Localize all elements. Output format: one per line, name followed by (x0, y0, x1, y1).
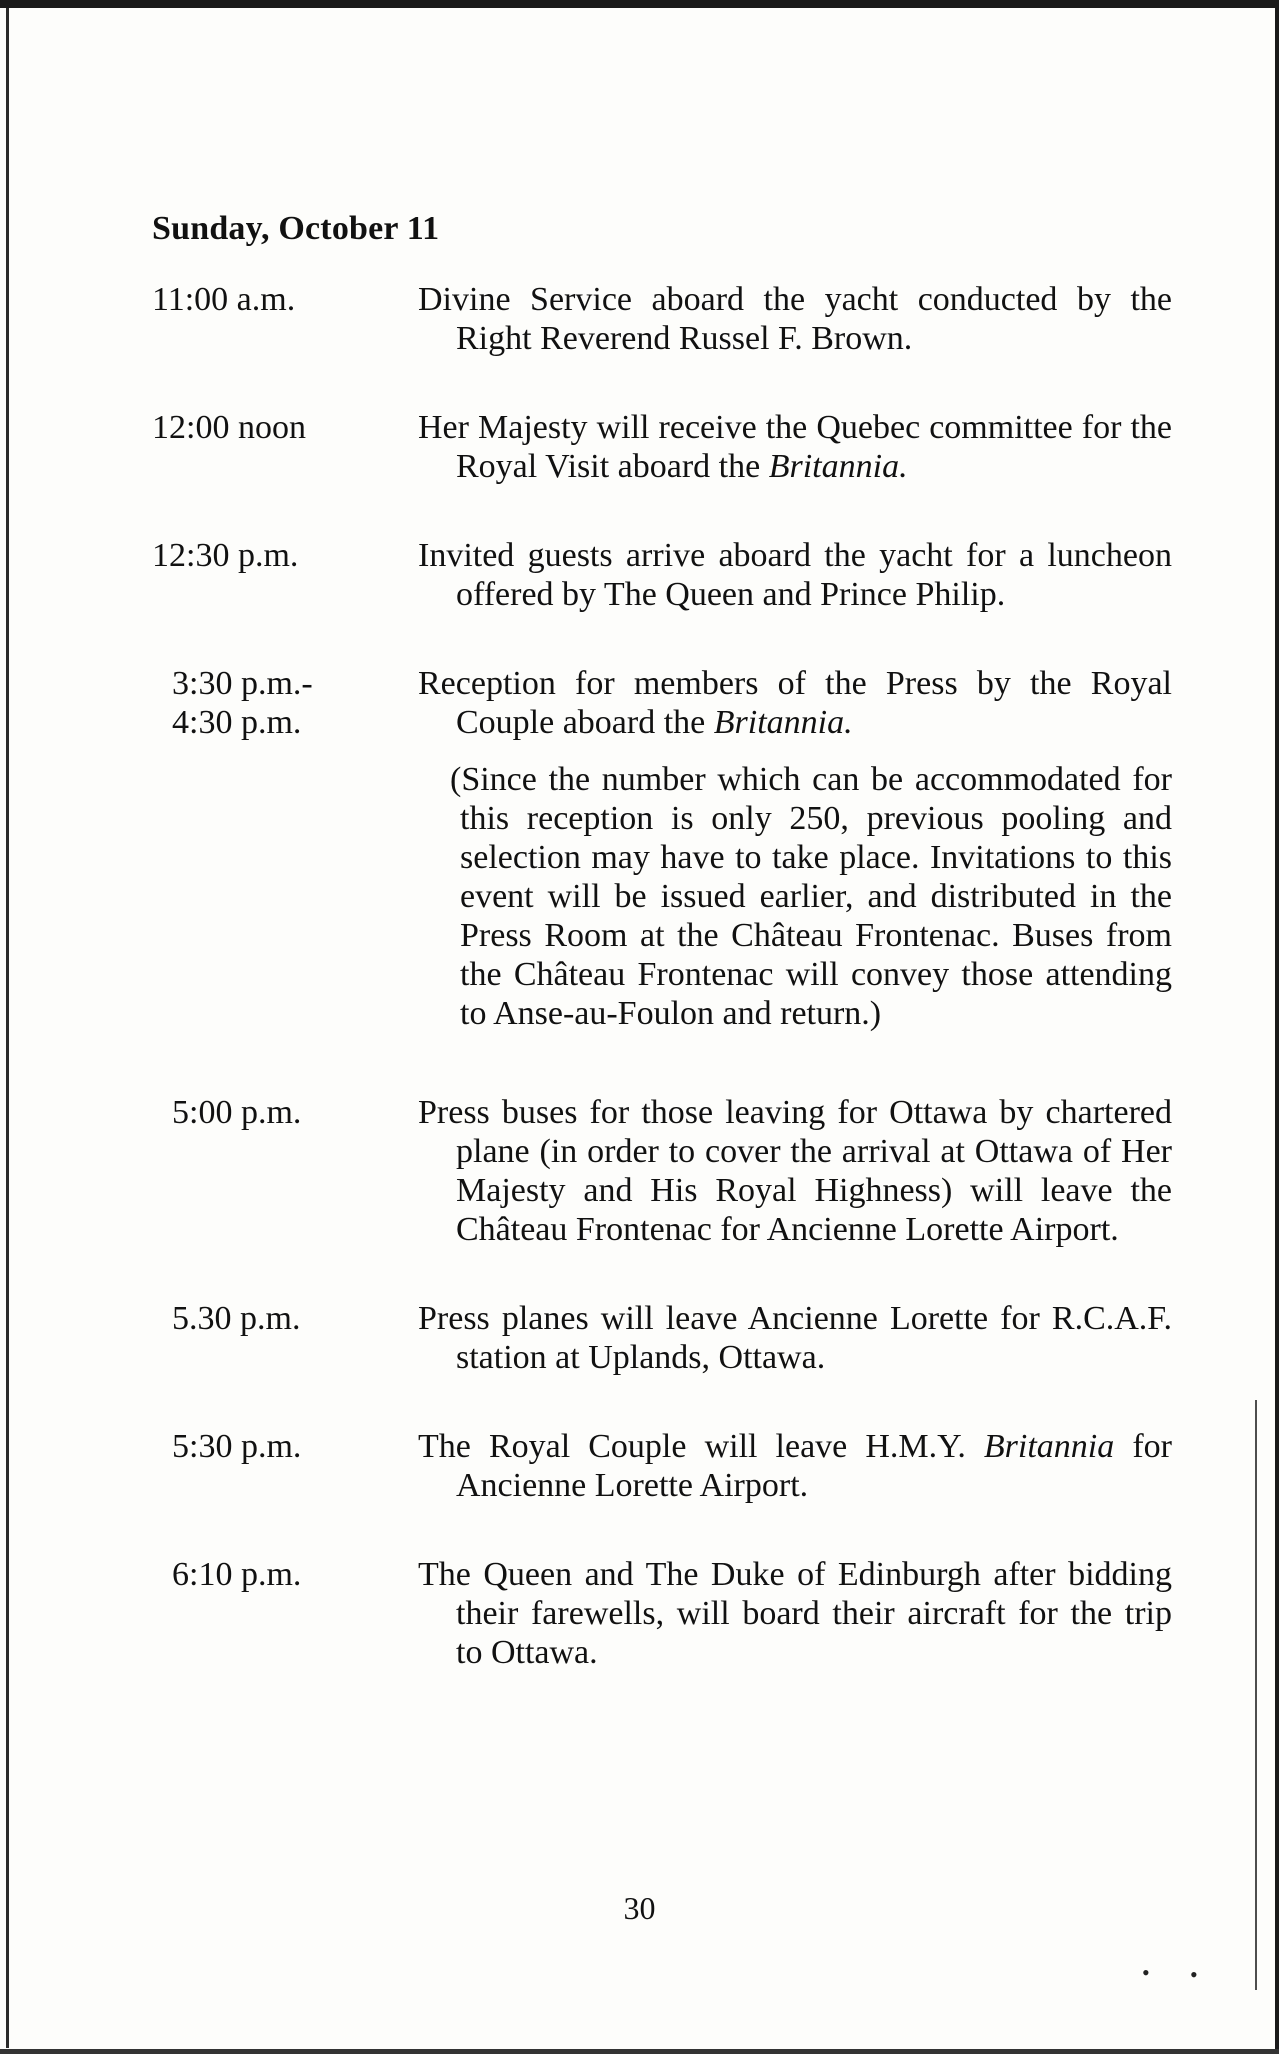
entry-description (418, 664, 1172, 742)
entry-text: The Royal Couple will leave H.M.Y. (418, 1428, 984, 1465)
schedule-entry (152, 1427, 1172, 1505)
top-border (0, 0, 1279, 8)
entry-description (418, 536, 1172, 614)
entry-time: 6:10 p.m. (172, 1556, 302, 1593)
entry-italic-text: Britannia. (768, 448, 908, 485)
schedule-content (152, 210, 1172, 1722)
entry-note: (Since the number which can be accommodated for this reception is only 250, previous pooling and selection may have to take place. Invitations to this event will be issued earlier, and distributed in the Press Room at the Château Frontenac. Buses from the Château Frontenac will convey those attending to Anse-au-Foulon and return.) (450, 761, 1172, 1032)
page-number: 30 (623, 1890, 656, 1926)
entry-text: Her Majesty will receive the Quebec committee for the Royal Visit aboard the (418, 409, 1172, 485)
schedule-entry (152, 408, 1172, 486)
left-border (6, 8, 9, 2048)
entry-time: 5:30 p.m. (172, 1428, 302, 1465)
schedule-entry (152, 280, 1172, 358)
entry-text-after: for Ancienne Lorette Airport. (456, 1428, 1172, 1504)
entry-time: 3:30 p.m.- 4:30 p.m. (172, 665, 313, 741)
entry-description (418, 1555, 1172, 1672)
ink-speck: • (1142, 1960, 1150, 1985)
right-border (1275, 8, 1279, 2054)
entry-text: The Queen and The Duke of Edinburgh after bidding their farewells, will board their aircraft for the trip to Ottawa. (418, 1556, 1172, 1671)
entry-description (418, 408, 1172, 486)
entry-text: Invited guests arrive aboard the yacht for a luncheon offered by The Queen and Prince Philip. (418, 537, 1172, 613)
day-heading: Sunday, October 11 (152, 210, 440, 247)
entry-text: Divine Service aboard the yacht conducted by the Right Reverend Russel F. Brown. (418, 281, 1172, 357)
entry-description (418, 1427, 1172, 1505)
schedule-entry (152, 1093, 1172, 1249)
entry-italic-text: Britannia. (713, 704, 853, 741)
entry-time: 5:00 p.m. (172, 1094, 302, 1131)
entry-italic-text: Britannia (983, 1428, 1115, 1465)
schedule-entry (152, 536, 1172, 614)
entry-text: Reception for members of the Press by the Royal Couple aboard the (418, 665, 1172, 741)
bottom-border (0, 2049, 1279, 2054)
ink-speck: • (1190, 1962, 1198, 1987)
entry-description (418, 280, 1172, 358)
entry-description (418, 1093, 1172, 1249)
schedule-entry (152, 664, 1172, 742)
entry-time: 12:30 p.m. (152, 537, 299, 574)
entry-text: Press buses for those leaving for Ottawa by chartered plane (in order to cover the arrival at Ottawa of Her Majesty and His Royal Highness) will leave the Château Frontenac for Ancienne Lorette Airport. (418, 1094, 1172, 1248)
schedule-entry (152, 1299, 1172, 1377)
entry-description (418, 1299, 1172, 1377)
entry-text: Press planes will leave Ancienne Lorette for R.C.A.F. station at Uplands, Ottawa. (418, 1300, 1172, 1376)
schedule-entry (152, 1555, 1172, 1672)
entry-time: 5.30 p.m. (172, 1300, 301, 1337)
entry-time: 12:00 noon (152, 409, 306, 446)
entry-time: 11:00 a.m. (152, 281, 296, 318)
